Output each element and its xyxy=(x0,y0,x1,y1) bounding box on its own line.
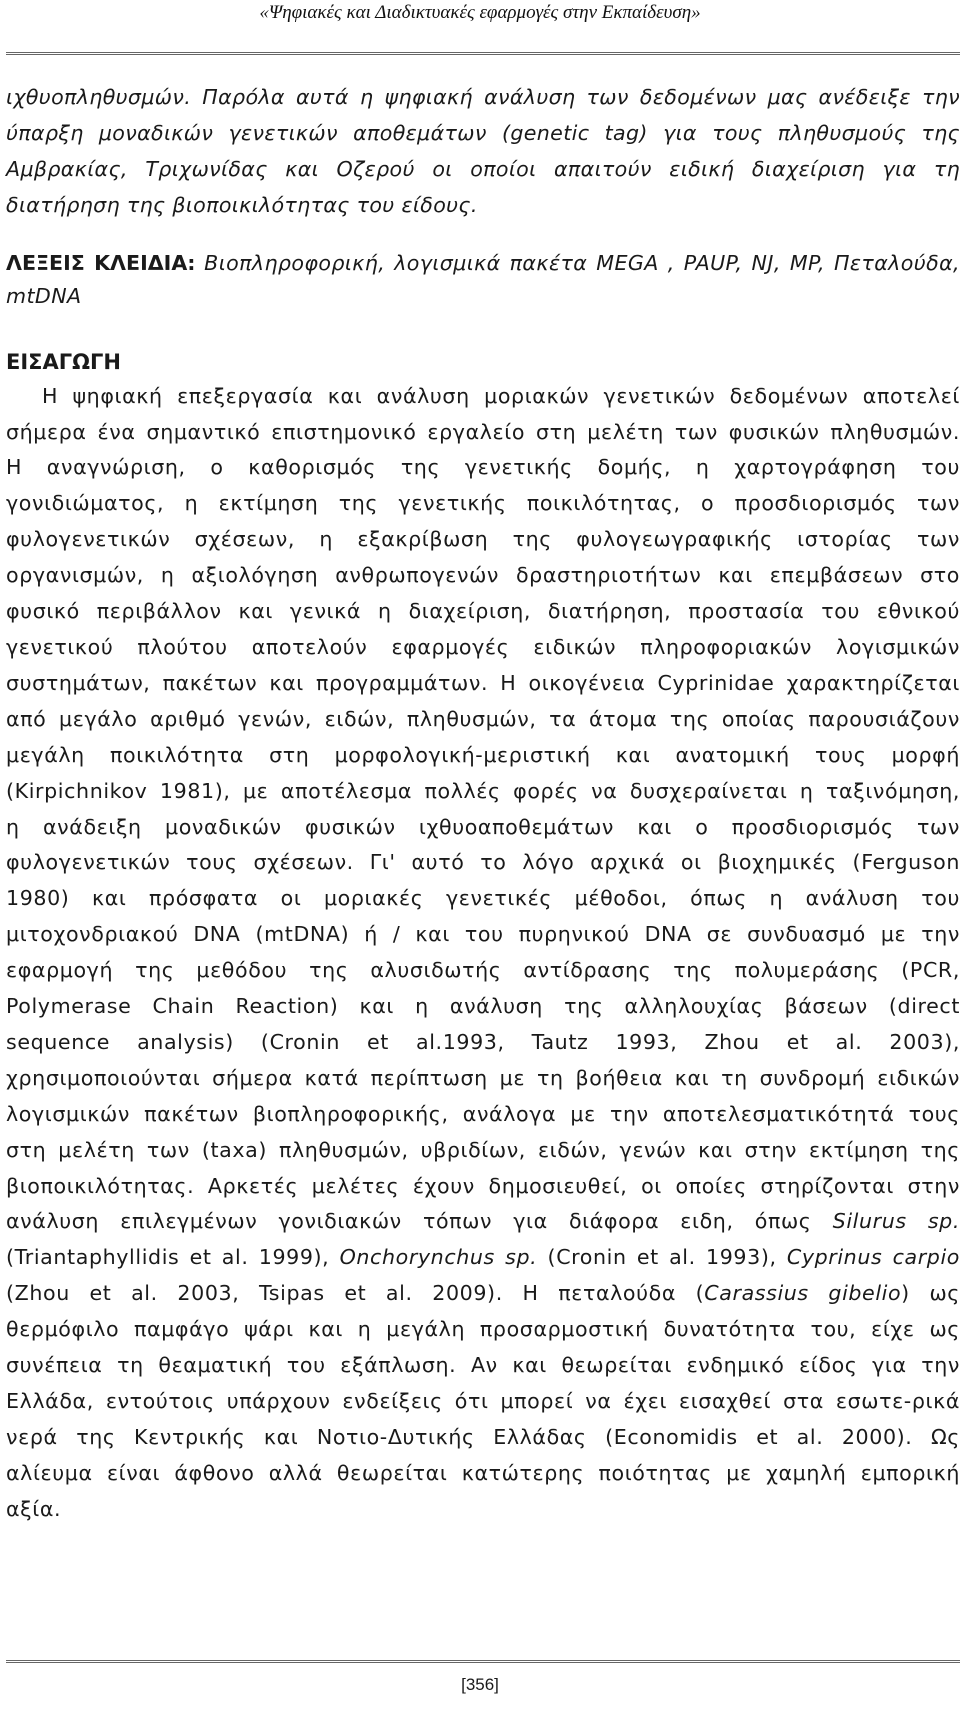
body-text-part-5: ) ως θερμόφιλο παμφάγο ψάρι και η μεγάλη προσαρμοστική δυνατότητα του, είχε ως συνέπεια τη θεαματική του εξάπλωση. Αν και θεωρείται ενδημικό είδος για την Ελλάδα, εντούτοις υπάρχουν ενδείξεις ότι μπορεί να έχει εισαχθεί στα εσωτε-ρικά νερά της Κεντρικής και Νοτιο-Δυτικής Ελλάδας (Economidis et al. 2000). Ως αλίευμα είναι άφθονο αλλά θεωρείται κατώτερης ποιότητας με χαμηλή εμπορική αξία. xyxy=(6,1281,960,1521)
page-body xyxy=(6,80,960,1528)
species-name: Silurus sp. xyxy=(832,1209,960,1234)
species-name: Cyprinus carpio xyxy=(786,1245,960,1270)
footer-divider xyxy=(6,1660,960,1663)
page-number: [356] xyxy=(461,1675,499,1694)
body-text-part-3: (Cronin et al. 1993), xyxy=(537,1245,787,1270)
body-text-part-2: (Triantaphyllidis et al. 1999), xyxy=(6,1245,340,1270)
header-divider xyxy=(6,52,960,55)
keywords-text: Βιοπληροφορική, λογισμικά πακέτα MEGA , PAUP, NJ, MP, Πεταλούδα, mtDNA xyxy=(6,250,960,308)
intro-paragraph: ιχθυοπληθυσμών. Παρόλα αυτά η ψηφιακή ανάλυση των δεδομένων μας ανέδειξε την ύπαρξη μοναδικών γενετικών αποθεμάτων (genetic tag) για τους πληθυσμούς της Αμβρακίας, Τριχωνίδας και Οζερού οι οποίοι απαιτούν ειδική διαχείριση για τη διατήρηση της βιοποικιλότητας του είδους. xyxy=(6,85,960,217)
species-name: Onchorynchus sp. xyxy=(339,1245,538,1270)
journal-title: «Ψηφιακές και Διαδικτυακές εφαρμογές στην Εκπαίδευση» xyxy=(259,2,701,23)
species-name: Carassius gibelio xyxy=(704,1281,902,1306)
running-header xyxy=(0,0,960,56)
keywords-label: ΛΕΞΕΙΣ ΚΛΕΙΔΙΑ: xyxy=(6,250,196,275)
keywords-line xyxy=(6,247,960,313)
body-text-part-4: (Zhou et al. 2003, Tsipas et al. 2009). Η πεταλούδα ( xyxy=(6,1281,705,1306)
section-heading: ΕΙΣΑΓΩΓΗ xyxy=(6,349,121,374)
introduction-paragraph xyxy=(6,379,960,1528)
body-text-part-1: Η ψηφιακή επεξεργασία και ανάλυση μοριακών γενετικών δεδομένων αποτελεί σήμερα ένα σημαντικό επιστημονικό εργαλείο στη μελέτη των φυσικών πληθυσμών. Η αναγνώριση, ο καθορισμός της γενετικής δομής, η χαρτογράφηση του γονιδιώματος, η εκτίμηση της γενετικής ποικιλότητας, ο προσδιορισμός των φυλογενετικών σχέσεων, η εξακρίβωση της φυλογεωγραφικής ιστορίας των οργανισμών, η αξιολόγηση ανθρωπογενών δραστηριοτήτων και επεμβάσεων στο φυσικό περιβάλλον και γενικά η διαχείριση, διατήρηση, προστασία του εθνικού γενετικού πλούτου αποτελούν εφαρμογές ειδικών πληροφοριακών λογισμικών συστημάτων, πακέτων και προγραμμάτων. Η οικογένεια Cyprinidae χαρακτηρίζεται από μεγάλο αριθμό γενών, ειδών, πληθυσμών, τα άτομα της οποίας παρουσιάζουν μεγάλη ποικιλότητα στη μορφολογική-μεριστική και ανατομική τους μορφή (Kirpichnikov 1981), με αποτέλεσμα πολλές φορές να δυσχεραίνεται η ταξινόμηση, η ανάδειξη μοναδικών φυσικών ιχθυοαποθεμάτων και ο προσδιορισμός των φυλογενετικών τους σχέσεων. Γι' αυτό το λόγο αρχικά οι βιοχημικές (Ferguson 1980) και πρόσφατα οι μοριακές γενετικές μέθοδοι, όπως η ανάλυση του μιτοχονδριακού DNA (mtDNA) ή / και του πυρηνικού DNA σε συνδυασμό με την εφαρμογή της μεθόδου της αλυσιδωτής αντίδρασης της πολυμεράσης (PCR, Polymerase Chain Reaction) και η ανάλυση της αλληλουχίας βάσεων (direct sequence analysis) (Cronin et al.1993, Tautz 1993, Zhou et al. 2003), χρησιμοποιούνται σήμερα κατά περίπτωση με τη βοήθεια και τη συνδρομή ειδικών λογισμικών πακέτων βιοπληροφορικής, ανάλογα με την αποτελεσματικότητά τους στη μελέτη των (taxa) πληθυσμών, υβριδίων, ειδών, γενών και στην εκτίμηση της βιοποικιλότητας. Αρκετές μελέτες έχουν δημοσιευθεί, οι οποίες στηρίζονται στην ανάλυση επιλεγμένων γονιδιακών τόπων για διάφορα ειδη, όπως xyxy=(6,383,960,1234)
page-footer xyxy=(0,1675,960,1695)
